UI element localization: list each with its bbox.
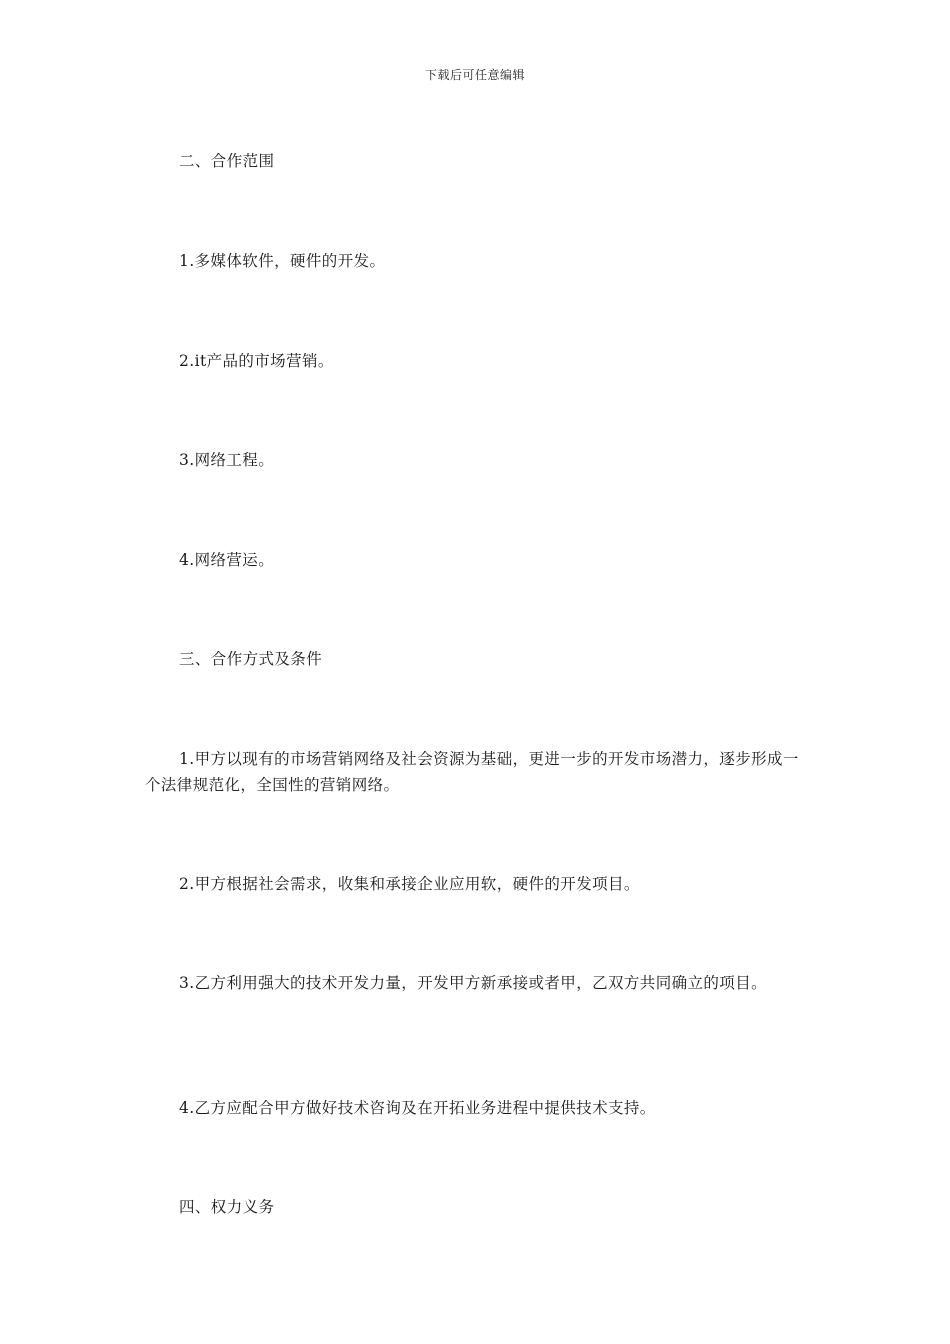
section-heading-method: 三、合作方式及条件	[179, 650, 323, 668]
method-item-2: 2.甲方根据社会需求，收集和承接企业应用软，硬件的开发项目。	[179, 875, 640, 893]
scope-item-4: 4.网络营运。	[179, 551, 275, 569]
section-heading-rights: 四、权力义务	[179, 1198, 275, 1216]
method-item-1: 1.甲方以现有的市场营销网络及社会资源为基础，更进一步的开发市场潜力，逐步形成一个法律规范化，全国性的营销网络。	[145, 750, 799, 794]
scope-item-3: 3.网络工程。	[179, 451, 275, 469]
scope-item-2: 2.it产品的市场营销。	[179, 352, 334, 370]
page-header: 下载后可任意编辑	[424, 68, 525, 82]
section-heading-scope: 二、合作范围	[179, 152, 275, 170]
method-item-3: 3.乙方利用强大的技术开发力量，开发甲方新承接或者甲，乙双方共同确立的项目。	[179, 974, 767, 992]
scope-item-1: 1.多媒体软件，硬件的开发。	[179, 252, 386, 270]
method-item-4: 4.乙方应配合甲方做好技术咨询及在开拓业务进程中提供技术支持。	[179, 1099, 656, 1117]
